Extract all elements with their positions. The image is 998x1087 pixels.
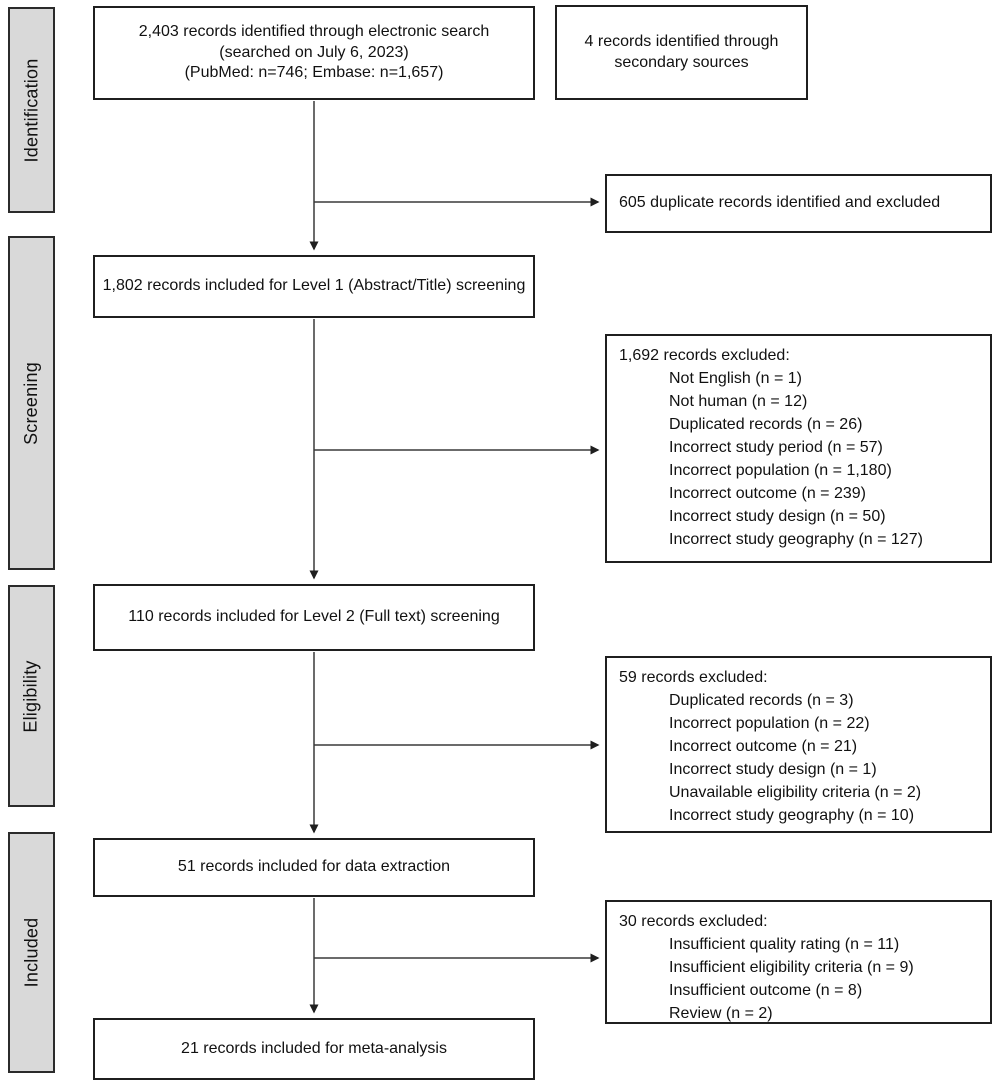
box-meta-analysis-text: 21 records included for meta-analysis xyxy=(181,1039,447,1057)
stage-eligibility xyxy=(8,585,55,807)
stage-eligibility-label: Eligibility xyxy=(21,659,42,733)
box-records-identified xyxy=(93,6,535,100)
exclusion-item: Incorrect population (n = 1,180) xyxy=(669,462,892,479)
exclusion-item: Insufficient quality rating (n = 11) xyxy=(669,936,900,953)
box-records-identified-line2: (searched on July 6, 2023) xyxy=(219,43,409,61)
box-level1-exclusions xyxy=(605,334,992,563)
exclusion-item: Incorrect study design (n = 1) xyxy=(669,761,877,778)
exclusion-item: Unavailable eligibility criteria (n = 2) xyxy=(669,784,922,801)
stage-identification xyxy=(8,7,55,213)
box-records-identified-line3: (PubMed: n=746; Embase: n=1,657) xyxy=(184,64,444,82)
box-data-extraction-text: 51 records included for data extraction xyxy=(177,858,451,876)
box-duplicates-excluded-text: 605 duplicate records identified and excluded xyxy=(619,194,941,212)
stage-screening xyxy=(8,236,55,570)
box-meta-analysis xyxy=(93,1018,535,1080)
box-extraction-exclusions xyxy=(605,900,992,1024)
exclusion-item: Incorrect study geography (n = 127) xyxy=(669,531,923,548)
box-secondary-sources-text: 4 records identified through secondary sources xyxy=(584,33,779,71)
box-level1-screening xyxy=(93,255,535,318)
stage-screening-label: Screening xyxy=(21,361,42,445)
box-secondary-sources xyxy=(555,5,808,100)
exclusion-item: Duplicated records (n = 3) xyxy=(669,692,854,709)
box-records-identified-line1: 2,403 records identified through electronic search xyxy=(138,23,490,41)
box-level1-screening-text: 1,802 records included for Level 1 (Abstract/Title) screening xyxy=(102,277,526,295)
exclusion-item: Incorrect study geography (n = 10) xyxy=(669,807,915,824)
exclusion-item: Duplicated records (n = 26) xyxy=(669,416,863,433)
exclusion-item: Not human (n = 12) xyxy=(669,393,808,410)
box-level2-exclusions-title: 59 records excluded: xyxy=(619,669,768,686)
exclusion-item: Insufficient outcome (n = 8) xyxy=(669,982,863,999)
stage-identification-label: Identification xyxy=(21,58,41,162)
stage-included xyxy=(8,832,55,1073)
box-extraction-exclusions-title: 30 records excluded: xyxy=(619,913,768,930)
box-level2-screening-text: 110 records included for Level 2 (Full text) screening xyxy=(128,608,500,626)
exclusion-item: Review (n = 2) xyxy=(669,1005,773,1022)
box-level2-exclusions xyxy=(605,656,992,833)
exclusion-item: Incorrect outcome (n = 21) xyxy=(669,738,858,755)
exclusion-item: Incorrect outcome (n = 239) xyxy=(669,485,866,502)
exclusion-item: Not English (n = 1) xyxy=(669,370,802,387)
box-level2-screening xyxy=(93,584,535,651)
box-level1-exclusions-title: 1,692 records excluded: xyxy=(619,347,790,364)
exclusion-item: Incorrect population (n = 22) xyxy=(669,715,870,732)
stage-included-label: Included xyxy=(21,917,41,988)
exclusion-item: Insufficient eligibility criteria (n = 9) xyxy=(669,959,914,976)
exclusion-item: Incorrect study period (n = 57) xyxy=(669,439,883,456)
box-data-extraction xyxy=(93,838,535,897)
box-duplicates-excluded xyxy=(605,174,992,233)
exclusion-item: Incorrect study design (n = 50) xyxy=(669,508,886,525)
